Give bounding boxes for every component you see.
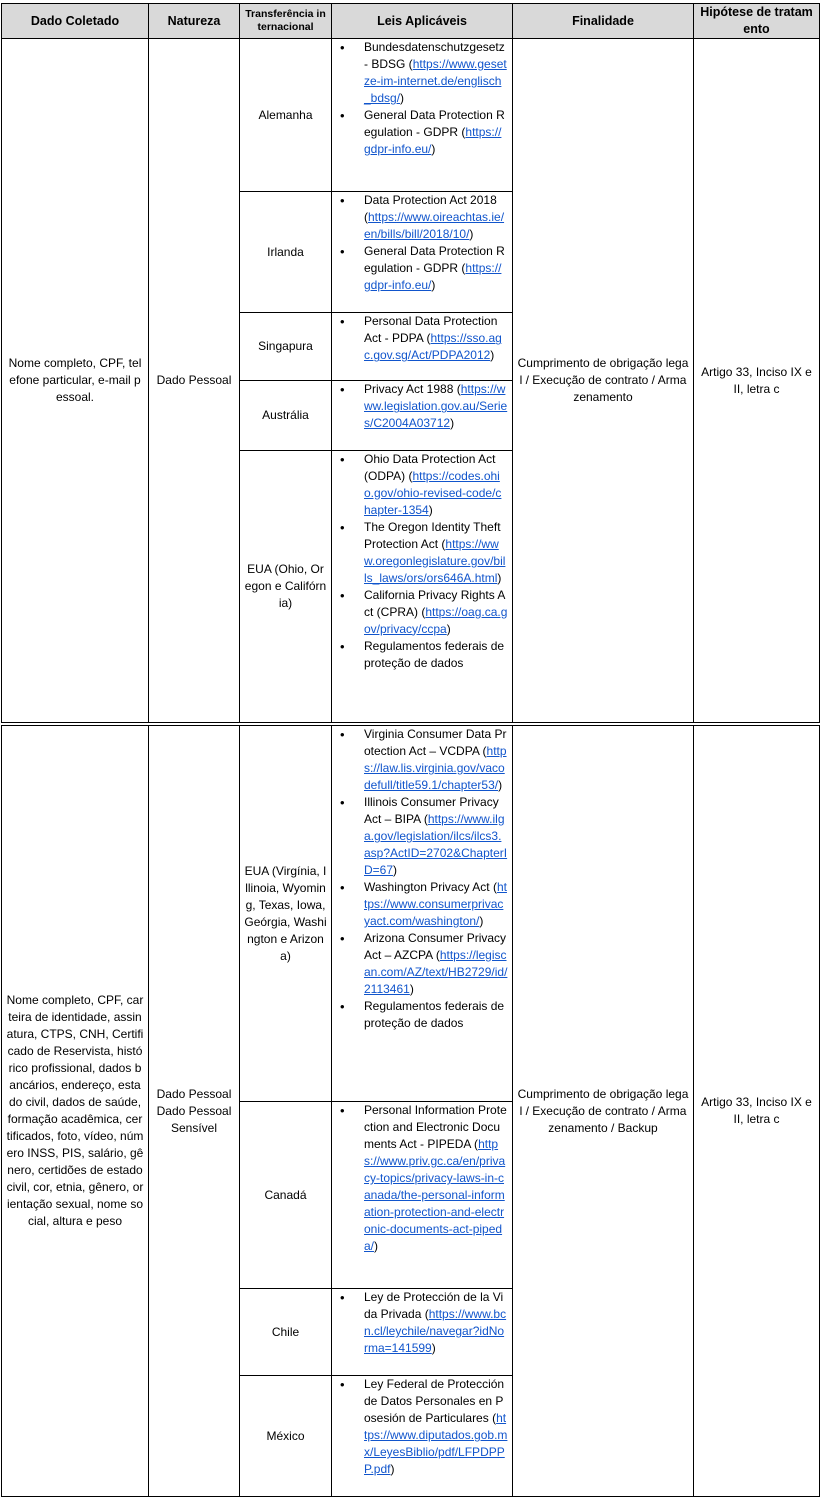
law-item xyxy=(364,638,508,672)
natureza-cell: Dado Pessoal Dado Pessoal Sensível xyxy=(149,726,240,1497)
law-link[interactable]: https://legiscan.com/AZ/text/HB2729/id/2113461 xyxy=(364,948,508,996)
law-name: Bundesdatenschutzgesetz - BDSG xyxy=(364,40,505,71)
law-list xyxy=(332,313,508,364)
laws-cell xyxy=(332,726,513,1102)
law-item: • Ley de Protección de la Vida Privada (https://www.bcn.cl/leychile/navegar?idNorma=141599) xyxy=(364,1289,508,1357)
law-link[interactable]: https://sso.agc.gov.sg/Act/PDPA2012 xyxy=(364,331,502,363)
laws-cell xyxy=(332,192,513,313)
law-link[interactable]: https://www.oregonlegislature.gov/bills_laws/ors/ors646A.html xyxy=(364,536,506,585)
laws-cell xyxy=(332,39,513,192)
law-link[interactable]: https://www.consumerprivacyact.com/washington/ xyxy=(364,880,507,928)
law-list xyxy=(332,1102,508,1255)
law-item: • General Data Protection Regulation - GDPR (https://gdpr-info.eu/) xyxy=(364,107,508,158)
data-table-2 xyxy=(1,725,820,1497)
header-transferencia: Transferência internacional xyxy=(240,4,332,39)
hipotese-cell: Artigo 33, Inciso IX e II, letra c xyxy=(694,39,820,723)
laws-cell xyxy=(332,450,513,722)
law-link[interactable]: https://codes.ohio.gov/ohio-revised-code/chapter-1354 xyxy=(364,468,502,517)
law-link[interactable]: https://www.legislation.gov.au/Series/C2004A03712 xyxy=(364,382,508,431)
law-list xyxy=(332,1376,508,1478)
law-name: Personal Information Protection and Electronic Documents Act - PIPEDA xyxy=(364,1103,507,1151)
law-name: Personal Data Protection Act - PDPA xyxy=(364,314,498,346)
laws-cell xyxy=(332,1289,513,1376)
law-link[interactable]: https://www.diputados.gob.mx/LeyesBiblio/pdf/LFPDPPP.pdf xyxy=(364,1411,508,1476)
law-name: Ley Federal de Protección de Datos Personales en Posesión de Particulares xyxy=(364,1377,505,1425)
header-finalidade: Finalidade xyxy=(513,4,694,39)
law-list xyxy=(332,192,508,294)
finalidade-cell: Cumprimento de obrigação legal / Execução de contrato / Armazenamento / Backup xyxy=(513,726,694,1497)
law-link[interactable]: https://www.oireachtas.ie/en/bills/bill/2018/10/ xyxy=(364,210,505,242)
country-cell: Irlanda xyxy=(240,192,332,313)
header-leis: Leis Aplicáveis xyxy=(332,4,513,39)
law-link[interactable]: https://oag.ca.gov/privacy/ccpa xyxy=(364,604,508,636)
law-name: Illinois Consumer Privacy Act – BIPA xyxy=(364,795,499,826)
natureza-cell: Dado Pessoal xyxy=(149,39,240,723)
law-name: Ley de Protección de la Vida Privada xyxy=(364,1290,504,1321)
table-row xyxy=(2,39,820,192)
law-link[interactable]: https://www.ilga.gov/legislation/ilcs/ilcs3.asp?ActID=2702&ChapterID=67 xyxy=(364,812,508,877)
law-name: Ohio Data Protection Act (ODPA) xyxy=(364,451,496,483)
law-name: The Oregon Identity Theft Protection Act xyxy=(364,519,501,551)
country-cell: Singapura xyxy=(240,313,332,381)
law-item: • Washington Privacy Act (https://www.consumerprivacyact.com/washington/) xyxy=(364,879,508,930)
law-link[interactable]: https://www.priv.gc.ca/en/privacy-topics/privacy-laws-in-canada/the-personal-information-protection-and-electronic-documents-act-pipeda/ xyxy=(364,1137,506,1253)
law-item: • Personal Data Protection Act - PDPA (https://sso.agc.gov.sg/Act/PDPA2012) xyxy=(364,313,508,364)
laws-cell xyxy=(332,1376,513,1497)
law-name: California Privacy Rights Act (CPRA) xyxy=(364,587,506,619)
law-item: • Virginia Consumer Data Protection Act – VCDPA (https://law.lis.virginia.gov/vacodefull/title59.1/chapter53/) xyxy=(364,726,508,794)
law-name: Regulamentos federais de proteção de dados xyxy=(364,999,505,1030)
law-name: Virginia Consumer Data Protection Act – VCDPA xyxy=(364,727,507,758)
data-table-1 xyxy=(1,3,820,723)
law-list xyxy=(332,1289,508,1357)
law-link[interactable]: https://www.gesetze-im-internet.de/englisch_bdsg/ xyxy=(364,57,507,105)
laws-cell xyxy=(332,381,513,450)
law-item: • Arizona Consumer Privacy Act – AZCPA (https://legiscan.com/AZ/text/HB2729/id/2113461) xyxy=(364,930,508,998)
header-row xyxy=(2,4,820,39)
law-item: • Bundesdatenschutzgesetz - BDSG (https://www.gesetze-im-internet.de/englisch_bdsg/) xyxy=(364,39,508,107)
law-list xyxy=(332,451,508,672)
law-link[interactable]: https://gdpr-info.eu/ xyxy=(364,125,502,156)
law-item: • Privacy Act 1988 (https://www.legislation.gov.au/Series/C2004A03712) xyxy=(364,381,508,432)
country-cell: Austrália xyxy=(240,381,332,450)
table-row xyxy=(2,726,820,1102)
law-name: Arizona Consumer Privacy Act – AZCPA xyxy=(364,931,507,962)
law-item: • Illinois Consumer Privacy Act – BIPA (https://www.ilga.gov/legislation/ilcs/ilcs3.asp?ActID=2702&ChapterID=67) xyxy=(364,794,508,879)
law-item: • Personal Information Protection and Electronic Documents Act - PIPEDA (https://www.priv.gc.ca/en/privacy-topics/privacy-laws-in-canada/the-personal-information-protection-and-electronic-documents-act-pipeda/) xyxy=(364,1102,508,1255)
law-name: Washington Privacy Act xyxy=(364,880,490,894)
law-link[interactable]: https://law.lis.virginia.gov/vacodefull/title59.1/chapter53/ xyxy=(364,744,507,792)
law-name: Privacy Act 1988 xyxy=(364,382,454,397)
dado-coletado-cell: Nome completo, CPF, carteira de identidade, assinatura, CTPS, CNH, Certificado de Reservista, histórico profissional, dados bancários, endereço, estado civil, dados de saúde, formação acadêmica, certificados, foto, vídeo, número INSS, PIS, salário, gênero, certidões de estado civil, cor, etnia, gênero, orientação sexual, nome social, altura e peso xyxy=(2,726,149,1497)
law-list xyxy=(332,381,508,432)
law-name: General Data Protection Regulation - GDPR xyxy=(364,244,505,276)
country-cell: Chile xyxy=(240,1289,332,1376)
law-name: Regulamentos federais de proteção de dados xyxy=(364,638,505,670)
law-item: • Ley Federal de Protección de Datos Personales en Posesión de Particulares (https://www.diputados.gob.mx/LeyesBiblio/pdf/LFPDPPP.pdf) xyxy=(364,1376,508,1478)
law-link[interactable]: https://gdpr-info.eu/ xyxy=(364,261,502,293)
law-item xyxy=(364,998,508,1032)
country-cell: Alemanha xyxy=(240,39,332,192)
laws-cell xyxy=(332,1102,513,1289)
country-cell: México xyxy=(240,1376,332,1497)
law-item: • California Privacy Rights Act (CPRA) (https://oag.ca.gov/privacy/ccpa) xyxy=(364,587,508,638)
law-name: General Data Protection Regulation - GDPR xyxy=(364,108,505,139)
law-item: • The Oregon Identity Theft Protection Act (https://www.oregonlegislature.gov/bills_laws/ors/ors646A.html) xyxy=(364,519,508,587)
header-hipotese: Hipótese de tratamento xyxy=(694,4,820,39)
law-list xyxy=(332,726,508,1032)
finalidade-cell: Cumprimento de obrigação legal / Execução de contrato / Armazenamento xyxy=(513,39,694,723)
country-cell: EUA (Virgínia, Illinoia, Wyoming, Texas, Iowa, Geórgia, Washington e Arizona) xyxy=(240,726,332,1102)
country-cell: EUA (Ohio, Oregon e Califórnia) xyxy=(240,450,332,722)
header-dado-coletado: Dado Coletado xyxy=(2,4,149,39)
law-name: Data Protection Act 2018 xyxy=(364,193,497,208)
law-item: • Ohio Data Protection Act (ODPA) (https://codes.ohio.gov/ohio-revised-code/chapter-1354) xyxy=(364,451,508,519)
header-natureza: Natureza xyxy=(149,4,240,39)
law-item: • General Data Protection Regulation - GDPR (https://gdpr-info.eu/) xyxy=(364,243,508,294)
dado-coletado-cell: Nome completo, CPF, telefone particular, e-mail pessoal. xyxy=(2,39,149,723)
law-list xyxy=(332,39,508,158)
law-item: • Data Protection Act 2018 (https://www.oireachtas.ie/en/bills/bill/2018/10/) xyxy=(364,192,508,243)
law-link[interactable]: https://www.bcn.cl/leychile/navegar?idNorma=141599 xyxy=(364,1307,507,1355)
laws-cell xyxy=(332,313,513,381)
hipotese-cell: Artigo 33, Inciso IX e II, letra c xyxy=(694,726,820,1497)
country-cell: Canadá xyxy=(240,1102,332,1289)
